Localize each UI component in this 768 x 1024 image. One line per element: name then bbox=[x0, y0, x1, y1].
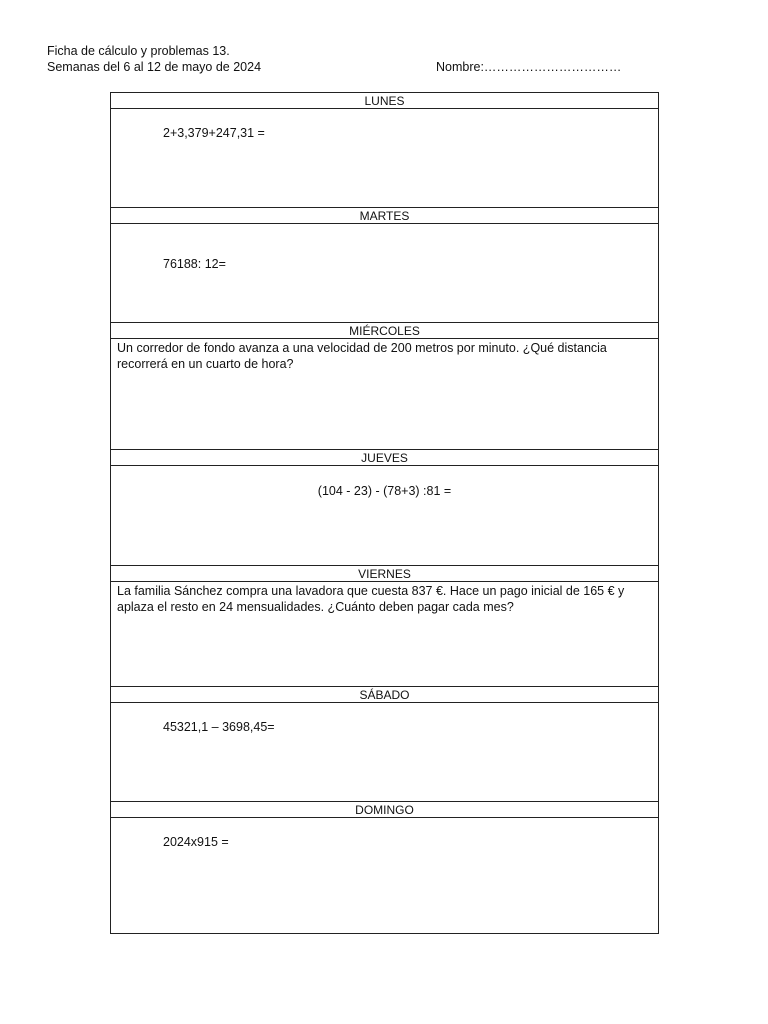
name-field[interactable]: Nombre:…………………………… bbox=[436, 60, 622, 74]
weekly-table bbox=[110, 92, 659, 934]
day-header-domingo: DOMINGO bbox=[111, 802, 658, 818]
exercise-lunes: 2+3,379+247,31 = bbox=[163, 126, 265, 140]
exercise-domingo: 2024x915 = bbox=[163, 835, 229, 849]
worksheet-title-block bbox=[47, 43, 261, 75]
exercise-sabado: 45321,1 – 3698,45= bbox=[163, 720, 275, 734]
day-header-miercoles: MIÉRCOLES bbox=[111, 323, 658, 339]
day-cell-jueves[interactable] bbox=[111, 466, 658, 566]
day-header-jueves: JUEVES bbox=[111, 450, 658, 466]
exercise-martes: 76188: 12= bbox=[163, 257, 226, 271]
worksheet-dates: Semanas del 6 al 12 de mayo de 2024 bbox=[47, 60, 262, 74]
day-cell-lunes[interactable] bbox=[111, 109, 658, 208]
day-header-viernes: VIERNES bbox=[111, 566, 658, 582]
day-cell-domingo[interactable] bbox=[111, 818, 658, 934]
day-cell-miercoles[interactable] bbox=[111, 339, 658, 450]
day-header-sabado: SÁBADO bbox=[111, 687, 658, 703]
problem-viernes: La familia Sánchez compra una lavadora que cuesta 837 €. Hace un pago inicial de 165 € y aplaza el resto en 24 mensualidades. ¿Cuánto deben pagar cada mes? bbox=[117, 584, 625, 614]
worksheet-title: Ficha de cálculo y problemas 13. bbox=[47, 44, 230, 58]
problem-miercoles: Un corredor de fondo avanza a una velocidad de 200 metros por minuto. ¿Qué distancia recorrerá en un cuarto de hora? bbox=[117, 341, 607, 371]
day-header-martes: MARTES bbox=[111, 208, 658, 224]
day-header-lunes: LUNES bbox=[111, 93, 658, 109]
exercise-jueves: (104 - 23) - (78+3) :81 = bbox=[317, 484, 452, 498]
day-cell-martes[interactable] bbox=[111, 224, 658, 323]
day-cell-sabado[interactable] bbox=[111, 703, 658, 802]
day-cell-viernes[interactable] bbox=[111, 582, 658, 687]
